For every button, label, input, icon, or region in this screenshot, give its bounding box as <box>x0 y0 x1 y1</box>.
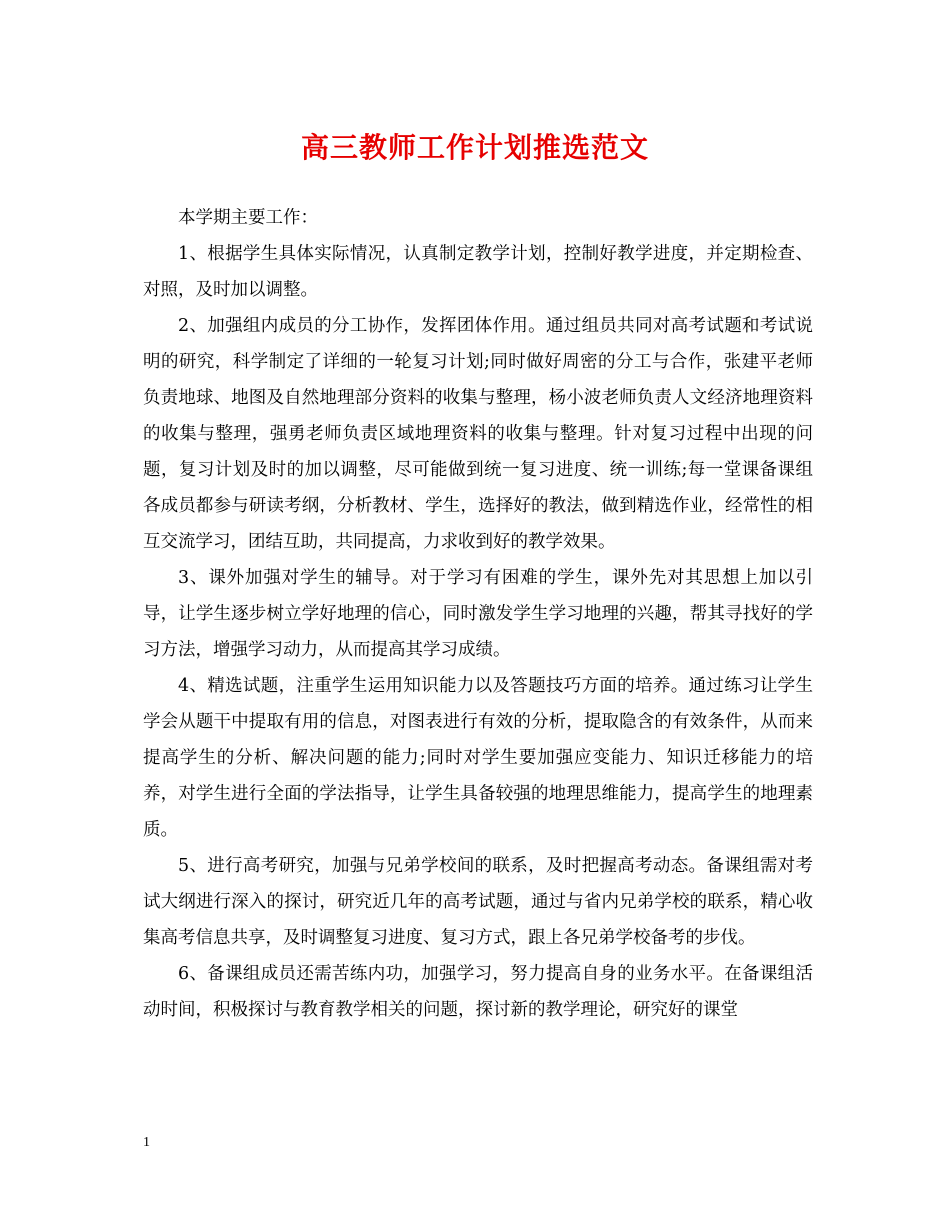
paragraph-item-6: 6、备课组成员还需苦练内功，加强学习，努力提高自身的业务水平。在备课组活动时间，积极探讨与教育教学相关的问题，探讨新的教学理论，研究好的课堂 <box>143 964 813 1020</box>
document-title: 高三教师工作计划推选范文 <box>300 131 649 164</box>
paragraph-intro: 本学期主要工作： <box>178 208 318 228</box>
document-body <box>143 200 813 1028</box>
paragraph-item-1: 1、根据学生具体实际情况，认真制定教学计划，控制好教学进度，并定期检查、对照，及时加以调整。 <box>143 244 813 300</box>
page-number: 1 <box>143 1135 150 1150</box>
paragraph-item-5: 5、进行高考研究，加强与兄弟学校间的联系，及时把握高考动态。备课组需对考试大纲进行深入的探讨，研究近几年的高考试题，通过与省内兄弟学校的联系，精心收集高考信息共享，及时调整复习进度、复习方式，跟上各兄弟学校备考的步伐。 <box>143 856 813 948</box>
paragraph-item-3: 3、课外加强对学生的辅导。对于学习有困难的学生，课外先对其思想上加以引导，让学生逐步树立学好地理的信心，同时激发学生学习地理的兴趣，帮其寻找好的学习方法，增强学习动力，从而提高其学习成绩。 <box>143 568 813 660</box>
paragraph-item-2: 2、加强组内成员的分工协作，发挥团体作用。通过组员共同对高考试题和考试说明的研究，科学制定了详细的一轮复习计划;同时做好周密的分工与合作，张建平老师负责地球、地图及自然地理部分资料的收集与整理，杨小波老师负责人文经济地理资料的收集与整理，强勇老师负责区域地理资料的收集与整理。针对复习过程中出现的问题，复习计划及时的加以调整，尽可能做到统一复习进度、统一训练;每一堂课备课组各成员都参与研读考纲，分析教材、学生，选择好的教法，做到精选作业，经常性的相互交流学习，团结互助，共同提高，力求收到好的教学效果。 <box>143 316 813 552</box>
paragraph-item-4: 4、精选试题，注重学生运用知识能力以及答题技巧方面的培养。通过练习让学生学会从题干中提取有用的信息，对图表进行有效的分析，提取隐含的有效条件，从而来提高学生的分析、解决问题的能力;同时对学生要加强应变能力、知识迁移能力的培养，对学生进行全面的学法指导，让学生具备较强的地理思维能力，提高学生的地理素质。 <box>143 676 813 840</box>
